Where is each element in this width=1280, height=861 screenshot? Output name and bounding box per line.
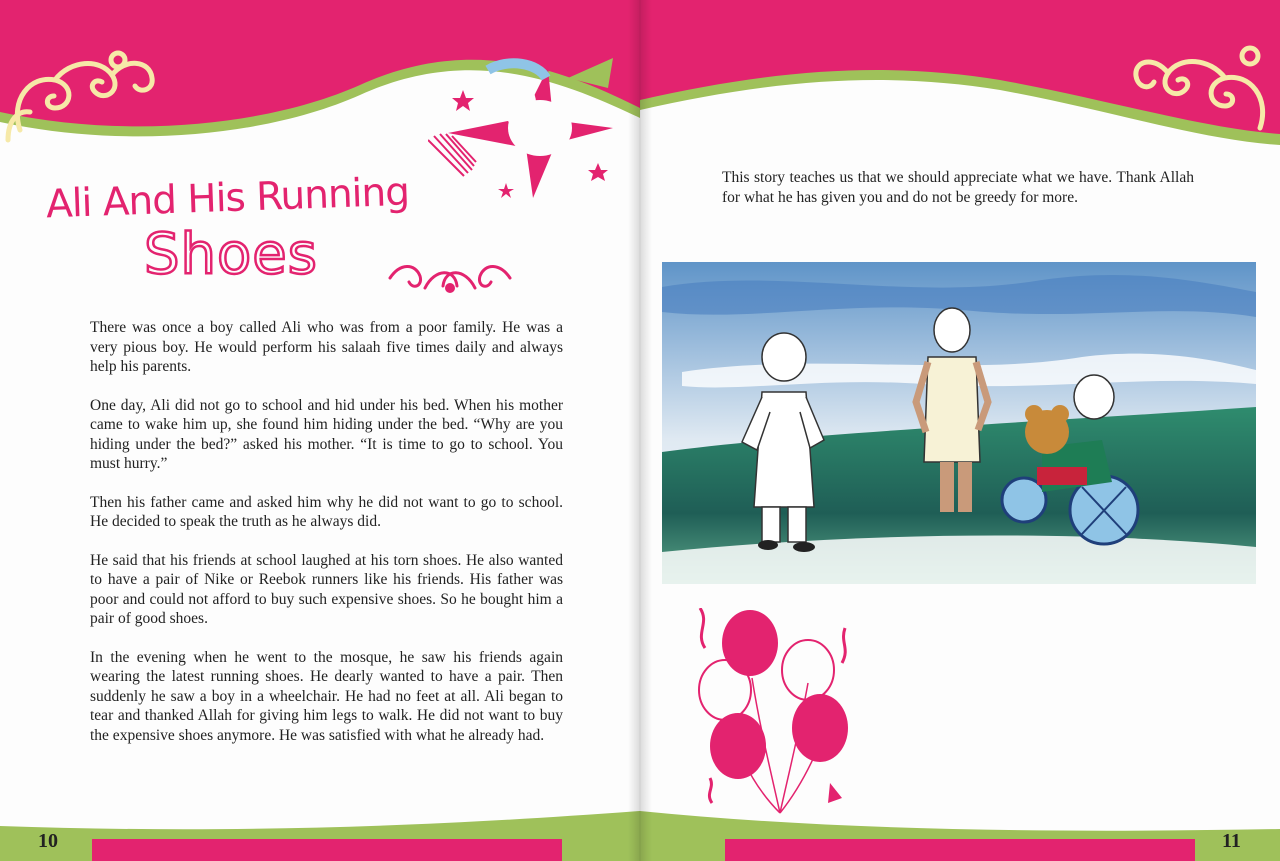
right-page	[640, 0, 1280, 861]
page-number-right: 11	[1222, 830, 1241, 852]
swirl-ornament-icon	[0, 40, 170, 150]
story-paragraph: There was once a boy called Ali who was from a poor family. He was a very pious boy. He would perform his salaah five times daily and always help his parents.	[90, 319, 563, 375]
story-paragraph: One day, Ali did not go to school and hid under his bed. When his mother came to wake him up, she found him hiding under the bed. “Why are you hiding under the bed?” asked his mother. “It is time to go to school. You must hurry.”	[90, 396, 563, 472]
story-text	[90, 318, 563, 764]
swirl-ornament-icon	[1130, 38, 1280, 138]
scene-illustration	[662, 262, 1256, 584]
story-paragraph: Then his father came and asked him why he did not want to go to school. He decided to speak the truth as he always did.	[90, 493, 563, 530]
left-footer-band	[0, 771, 640, 861]
right-footer-band	[640, 771, 1280, 861]
story-moral-text: This story teaches us that we should appreciate what we have. Thank Allah for what he has given you and do not be greedy for more.	[722, 169, 1194, 206]
splash-stars-illustration	[428, 58, 618, 208]
story-paragraph: In the evening when he went to the mosque, he saw his friends again wearing the latest running shoes. He dearly wanted to have a pair. Then suddenly he saw a boy in a wheelchair. He had no feet at all. Ali began to tear and thanked Allah for giving him legs to walk. He did not want to buy the expensive shoes anymore. He was satisfied with what he already had.	[90, 648, 563, 744]
story-paragraph: He said that his friends at school laughed at his torn shoes. He also wanted to have a pair of Nike or Reebok runners like his friends. His father was poor and could not afford to buy such expensive shoes. So he bought him a pair of good shoes.	[90, 551, 563, 627]
flourish-ornament-icon	[385, 258, 515, 298]
page-number-left: 10	[38, 830, 58, 852]
story-title-line-2: Shoes	[144, 222, 318, 287]
story-title-line-1: Ali And His Running	[45, 169, 410, 228]
